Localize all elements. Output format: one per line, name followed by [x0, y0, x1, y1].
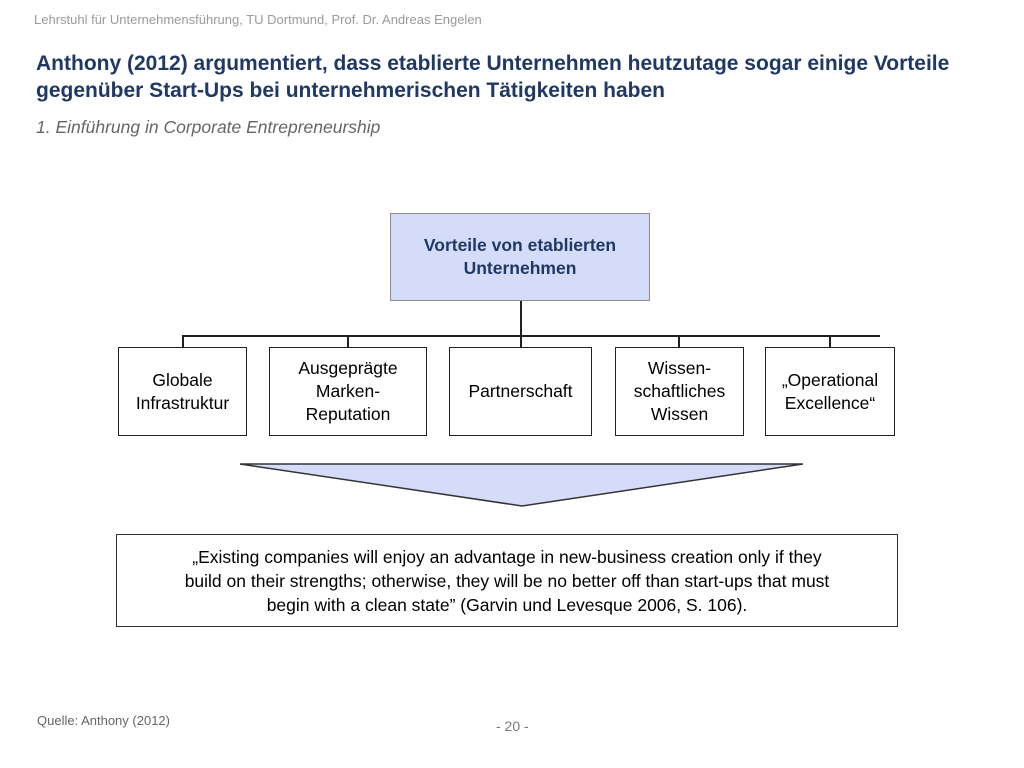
child-node-partnerschaft	[449, 347, 592, 436]
child-node-marken-reputation	[269, 347, 427, 436]
quote-line-3: begin with a clean state” (Garvin und Levesque 2006, S. 106).	[266, 594, 748, 615]
connector-drop-2	[347, 335, 349, 347]
root-node	[390, 213, 650, 301]
child-node-wissen	[615, 347, 744, 436]
connector-drop-5	[829, 335, 831, 347]
connector-drop-1	[182, 335, 184, 347]
child-node-line: Reputation	[305, 404, 391, 424]
root-connector-vertical	[520, 301, 522, 337]
child-node-line: Ausgeprägte	[298, 358, 398, 378]
page-number: - 20 -	[496, 718, 529, 734]
child-node-line: Excellence“	[784, 392, 876, 413]
child-node-globale-infrastruktur	[118, 347, 247, 436]
quote-line-1: „Existing companies will enjoy an advantage in new-business creation only if they	[192, 546, 822, 567]
funnel-arrow	[238, 460, 806, 510]
quote-line-2: build on their strengths; otherwise, they will be no better off than start-ups that must	[184, 570, 830, 591]
header-institution: Lehrstuhl für Unternehmensführung, TU Dortmund, Prof. Dr. Andreas Engelen	[34, 12, 482, 27]
funnel-arrow-shape	[240, 464, 803, 506]
child-node-line: schaftliches	[633, 381, 726, 401]
child-node-line: Marken-	[315, 381, 381, 401]
connector-horizontal-bar	[182, 335, 880, 337]
child-node-line: Partnerschaft	[468, 381, 573, 401]
slide-subtitle: 1. Einführung in Corporate Entrepreneurship	[36, 117, 381, 137]
child-node-line: Wissen	[650, 404, 709, 424]
connector-drop-3	[520, 335, 522, 347]
root-node-line-2: Unternehmen	[463, 258, 577, 278]
child-node-operational-excellence	[765, 347, 895, 436]
root-node-line-1: Vorteile von etablierten	[423, 235, 617, 255]
quote-box	[116, 534, 898, 627]
child-node-line: „Operational	[781, 369, 879, 390]
child-node-line: Wissen-	[647, 358, 712, 378]
slide-title: Anthony (2012) argumentiert, dass etablierte Unternehmen heutzutage sogar einige Vorteile gegenüber Start-Ups bei unternehmerischen Tätigkeiten haben	[36, 52, 950, 102]
source-note: Quelle: Anthony (2012)	[37, 713, 170, 728]
connector-drop-4	[678, 335, 680, 347]
child-node-line: Globale	[152, 369, 213, 390]
child-node-line: Infrastruktur	[135, 392, 230, 413]
